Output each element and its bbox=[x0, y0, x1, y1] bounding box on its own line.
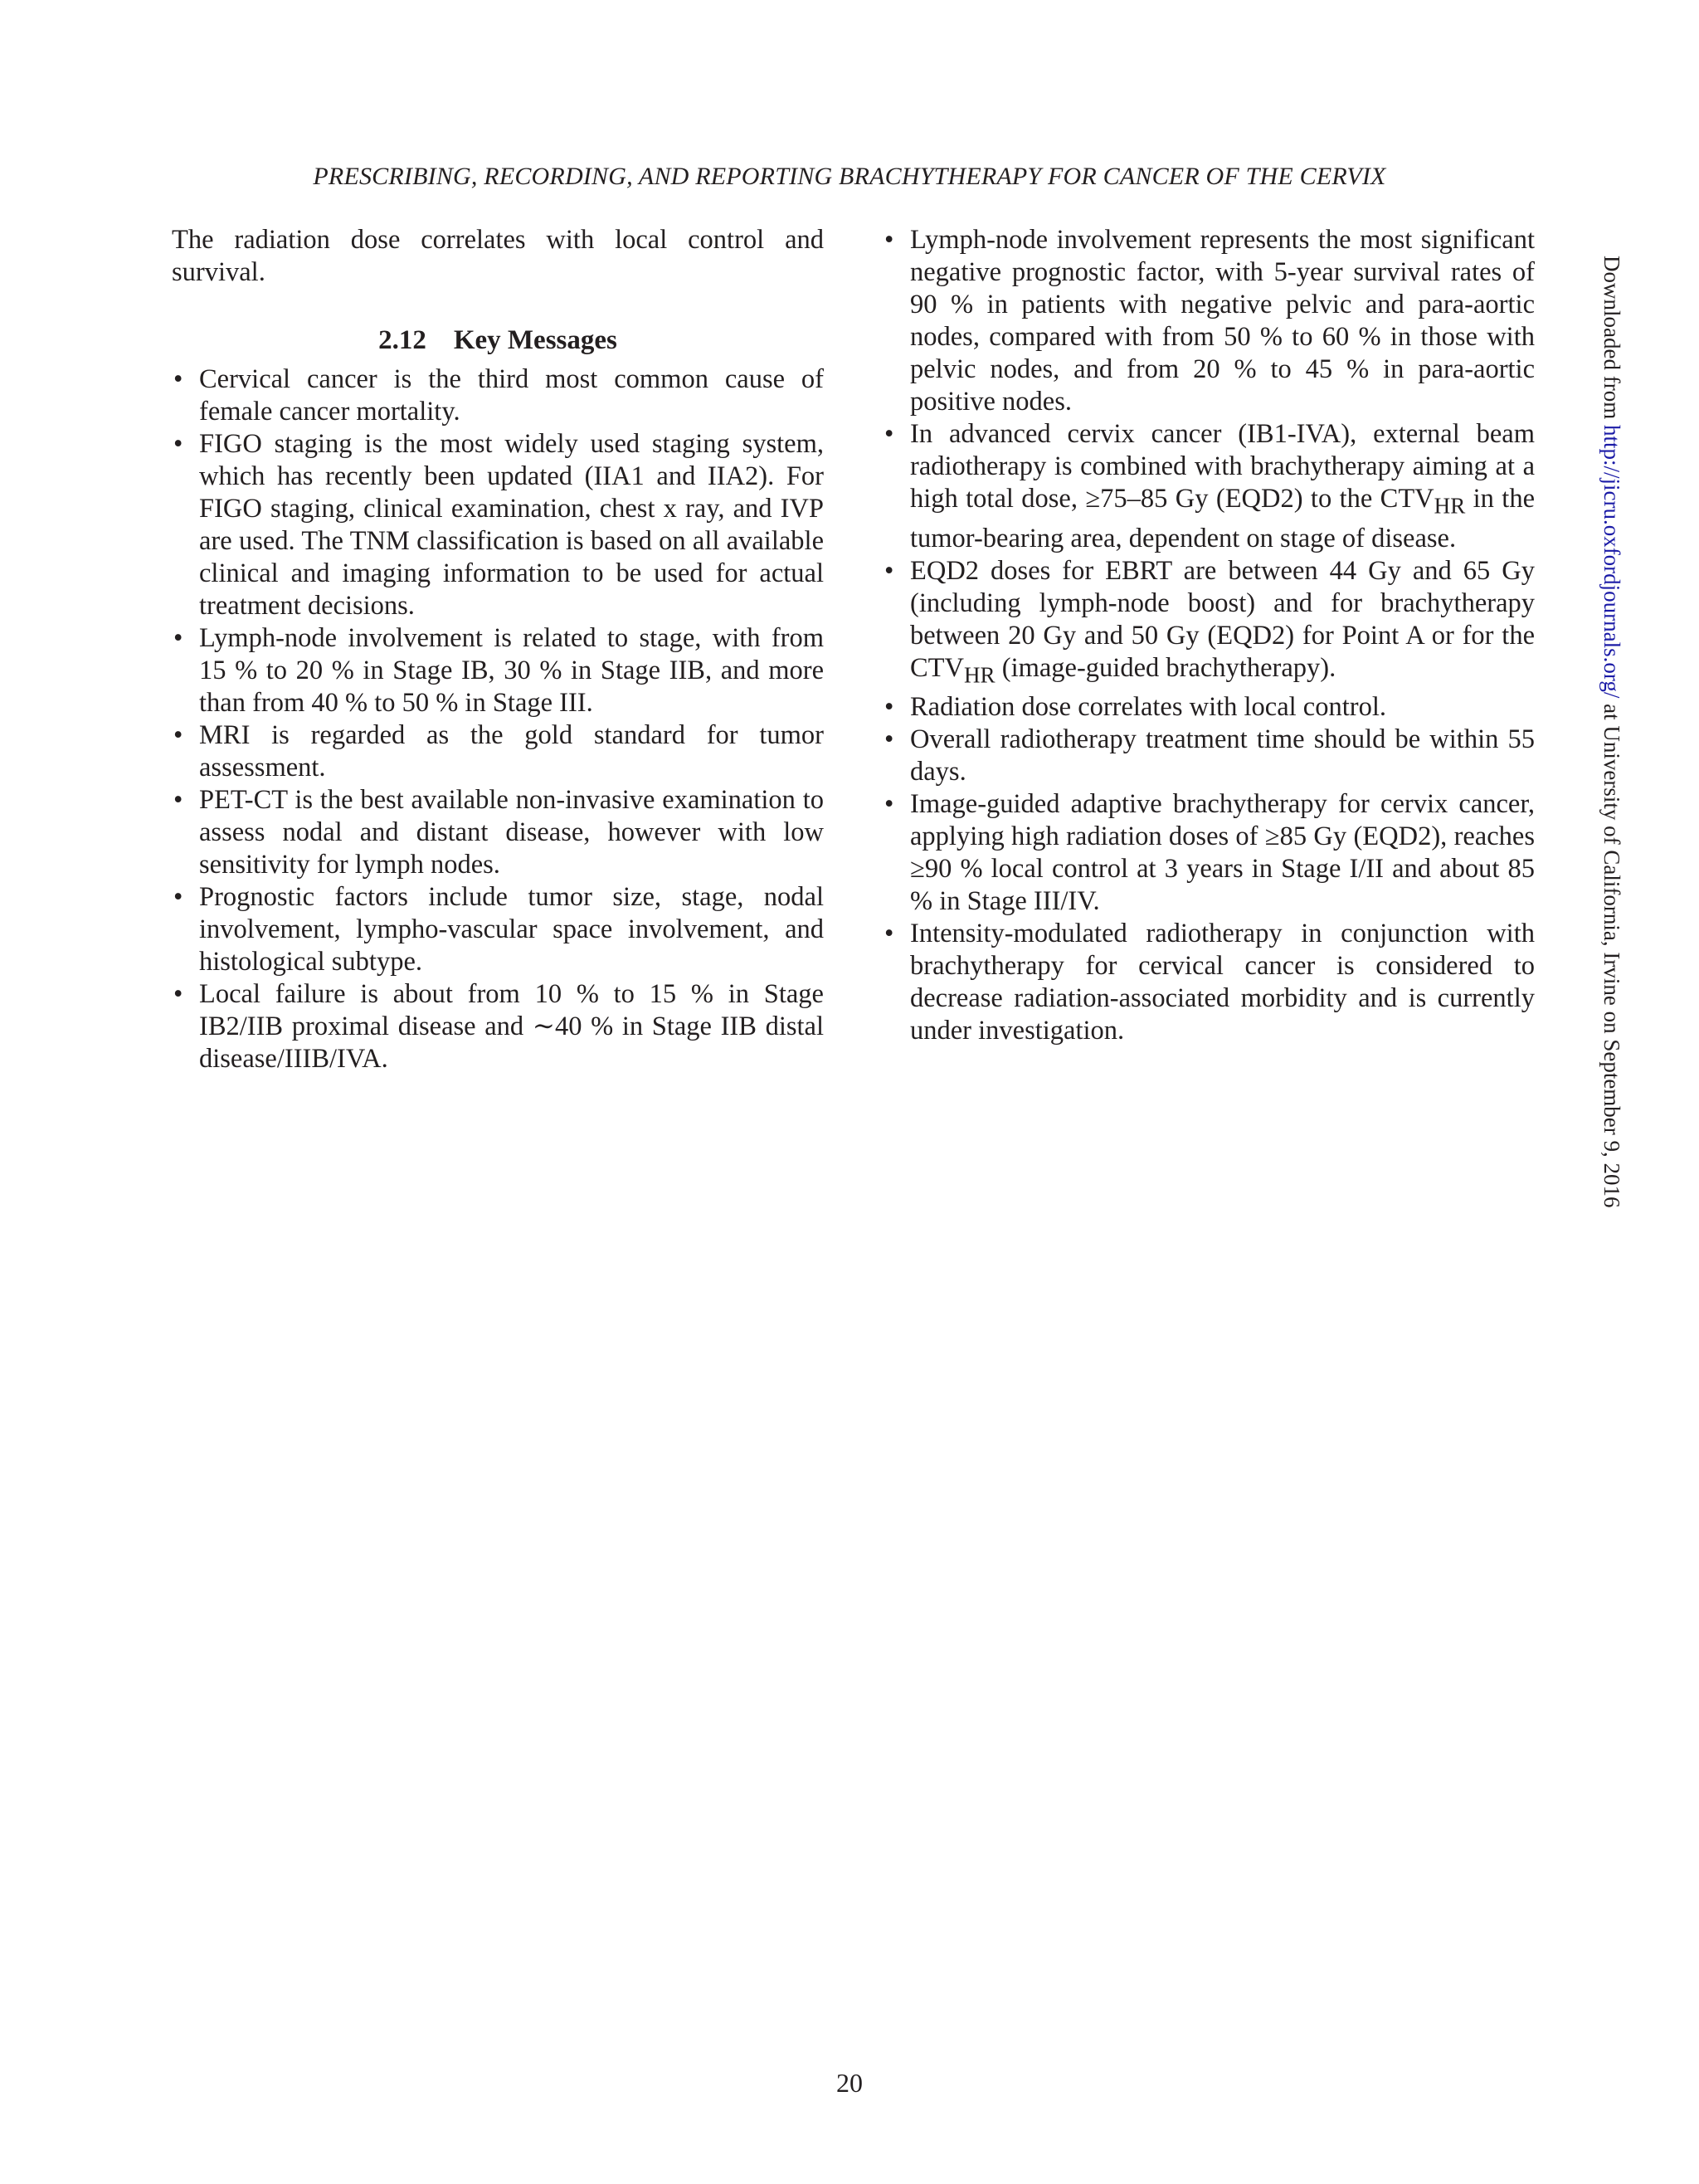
intro-paragraph: The radiation dose correlates with local control and survival. bbox=[172, 225, 824, 287]
list-item-text: (image-guided brachytherapy). bbox=[995, 652, 1336, 683]
list-item-text: In advanced cervix cancer (IB1-IVA), external beam radiotherapy is combined with brachytherapy aiming at a high total dose, ≥75–85 Gy (EQD2) to the CTV bbox=[910, 419, 1535, 514]
list-item: • FIGO staging is the most widely used staging system, which has recently been updated (IIA1 and IIA2). For FIGO staging, clinical examination, chest x ray, and IVP are used. The TNM classification is based on all available clinical and imaging information to be used for actual treatment decisions. bbox=[172, 428, 824, 622]
list-item-text: EQD2 doses for EBRT are between 44 Gy and 65 Gy (including lymph-node boost) and for brachytherapy between 20 Gy and 50 Gy (EQD2) for Point A or for the CTV bbox=[910, 555, 1535, 683]
key-messages-list-right bbox=[883, 224, 1535, 1047]
list-item: • MRI is regarded as the gold standard for tumor assessment. bbox=[172, 719, 824, 784]
list-item: • Local failure is about from 10 % to 15 % in Stage IB2/IIB proximal disease and ∼40 % in Stage IIB distal disease/IIIB/IVA. bbox=[172, 978, 824, 1075]
right-column bbox=[883, 224, 1535, 1047]
download-notice-prefix: Downloaded from bbox=[1599, 256, 1624, 425]
section-title: Key Messages bbox=[453, 325, 617, 355]
list-item: • Cervical cancer is the third most common cause of female cancer mortality. bbox=[172, 363, 824, 428]
section-number: 2.12 bbox=[378, 325, 426, 355]
list-item bbox=[883, 418, 1535, 555]
list-item: • Intensity-modulated radiotherapy in conjunction with brachytherapy for cervical cancer is considered to decrease radiation-associated morbidity and is currently under investigation. bbox=[883, 918, 1535, 1047]
page-number: 20 bbox=[836, 2068, 863, 2098]
list-item bbox=[883, 555, 1535, 692]
list-item: • Image-guided adaptive brachytherapy for cervix cancer, applying high radiation doses of ≥85 Gy (EQD2), reaches ≥90 % local control at 3 years in Stage I/II and about 85 % in Stage III/IV. bbox=[883, 788, 1535, 918]
list-item: • Lymph-node involvement represents the most significant negative prognostic factor, with 5-year survival rates of 90 % in patients with negative pelvic and para-aortic nodes, compared with from 50 % to 60 % in those with pelvic nodes, and from 20 % to 45 % in para-aortic positive nodes. bbox=[883, 224, 1535, 418]
download-notice-suffix: at University of California, Irvine on September 9, 2016 bbox=[1599, 698, 1624, 1208]
list-item: • Prognostic factors include tumor size, stage, nodal involvement, lympho-vascular space involvement, and histological subtype. bbox=[172, 881, 824, 978]
list-item: • Overall radiotherapy treatment time should be within 55 days. bbox=[883, 724, 1535, 788]
subscript-hr: HR bbox=[964, 662, 996, 687]
list-item: • Radiation dose correlates with local control. bbox=[883, 691, 1535, 724]
journal-link[interactable]: http://jicru.oxfordjournals.org/ bbox=[1599, 424, 1624, 699]
section-heading bbox=[172, 324, 824, 357]
subscript-hr: HR bbox=[1434, 493, 1466, 519]
key-messages-list-left bbox=[172, 363, 824, 1075]
left-column bbox=[172, 224, 824, 1075]
download-notice bbox=[1599, 256, 1624, 1208]
running-head: PRESCRIBING, RECORDING, AND REPORTING BRACHYTHERAPY FOR CANCER OF THE CERVIX bbox=[313, 163, 1386, 190]
list-item: • Lymph-node involvement is related to stage, with from 15 % to 20 % in Stage IB, 30 % in Stage IIB, and more than from 40 % to 50 % in Stage III. bbox=[172, 622, 824, 719]
list-item: • PET-CT is the best available non-invasive examination to assess nodal and distant disease, however with low sensitivity for lymph nodes. bbox=[172, 784, 824, 881]
list-item-text: in the tumor-bearing area, dependent on stage of disease. bbox=[910, 484, 1535, 553]
